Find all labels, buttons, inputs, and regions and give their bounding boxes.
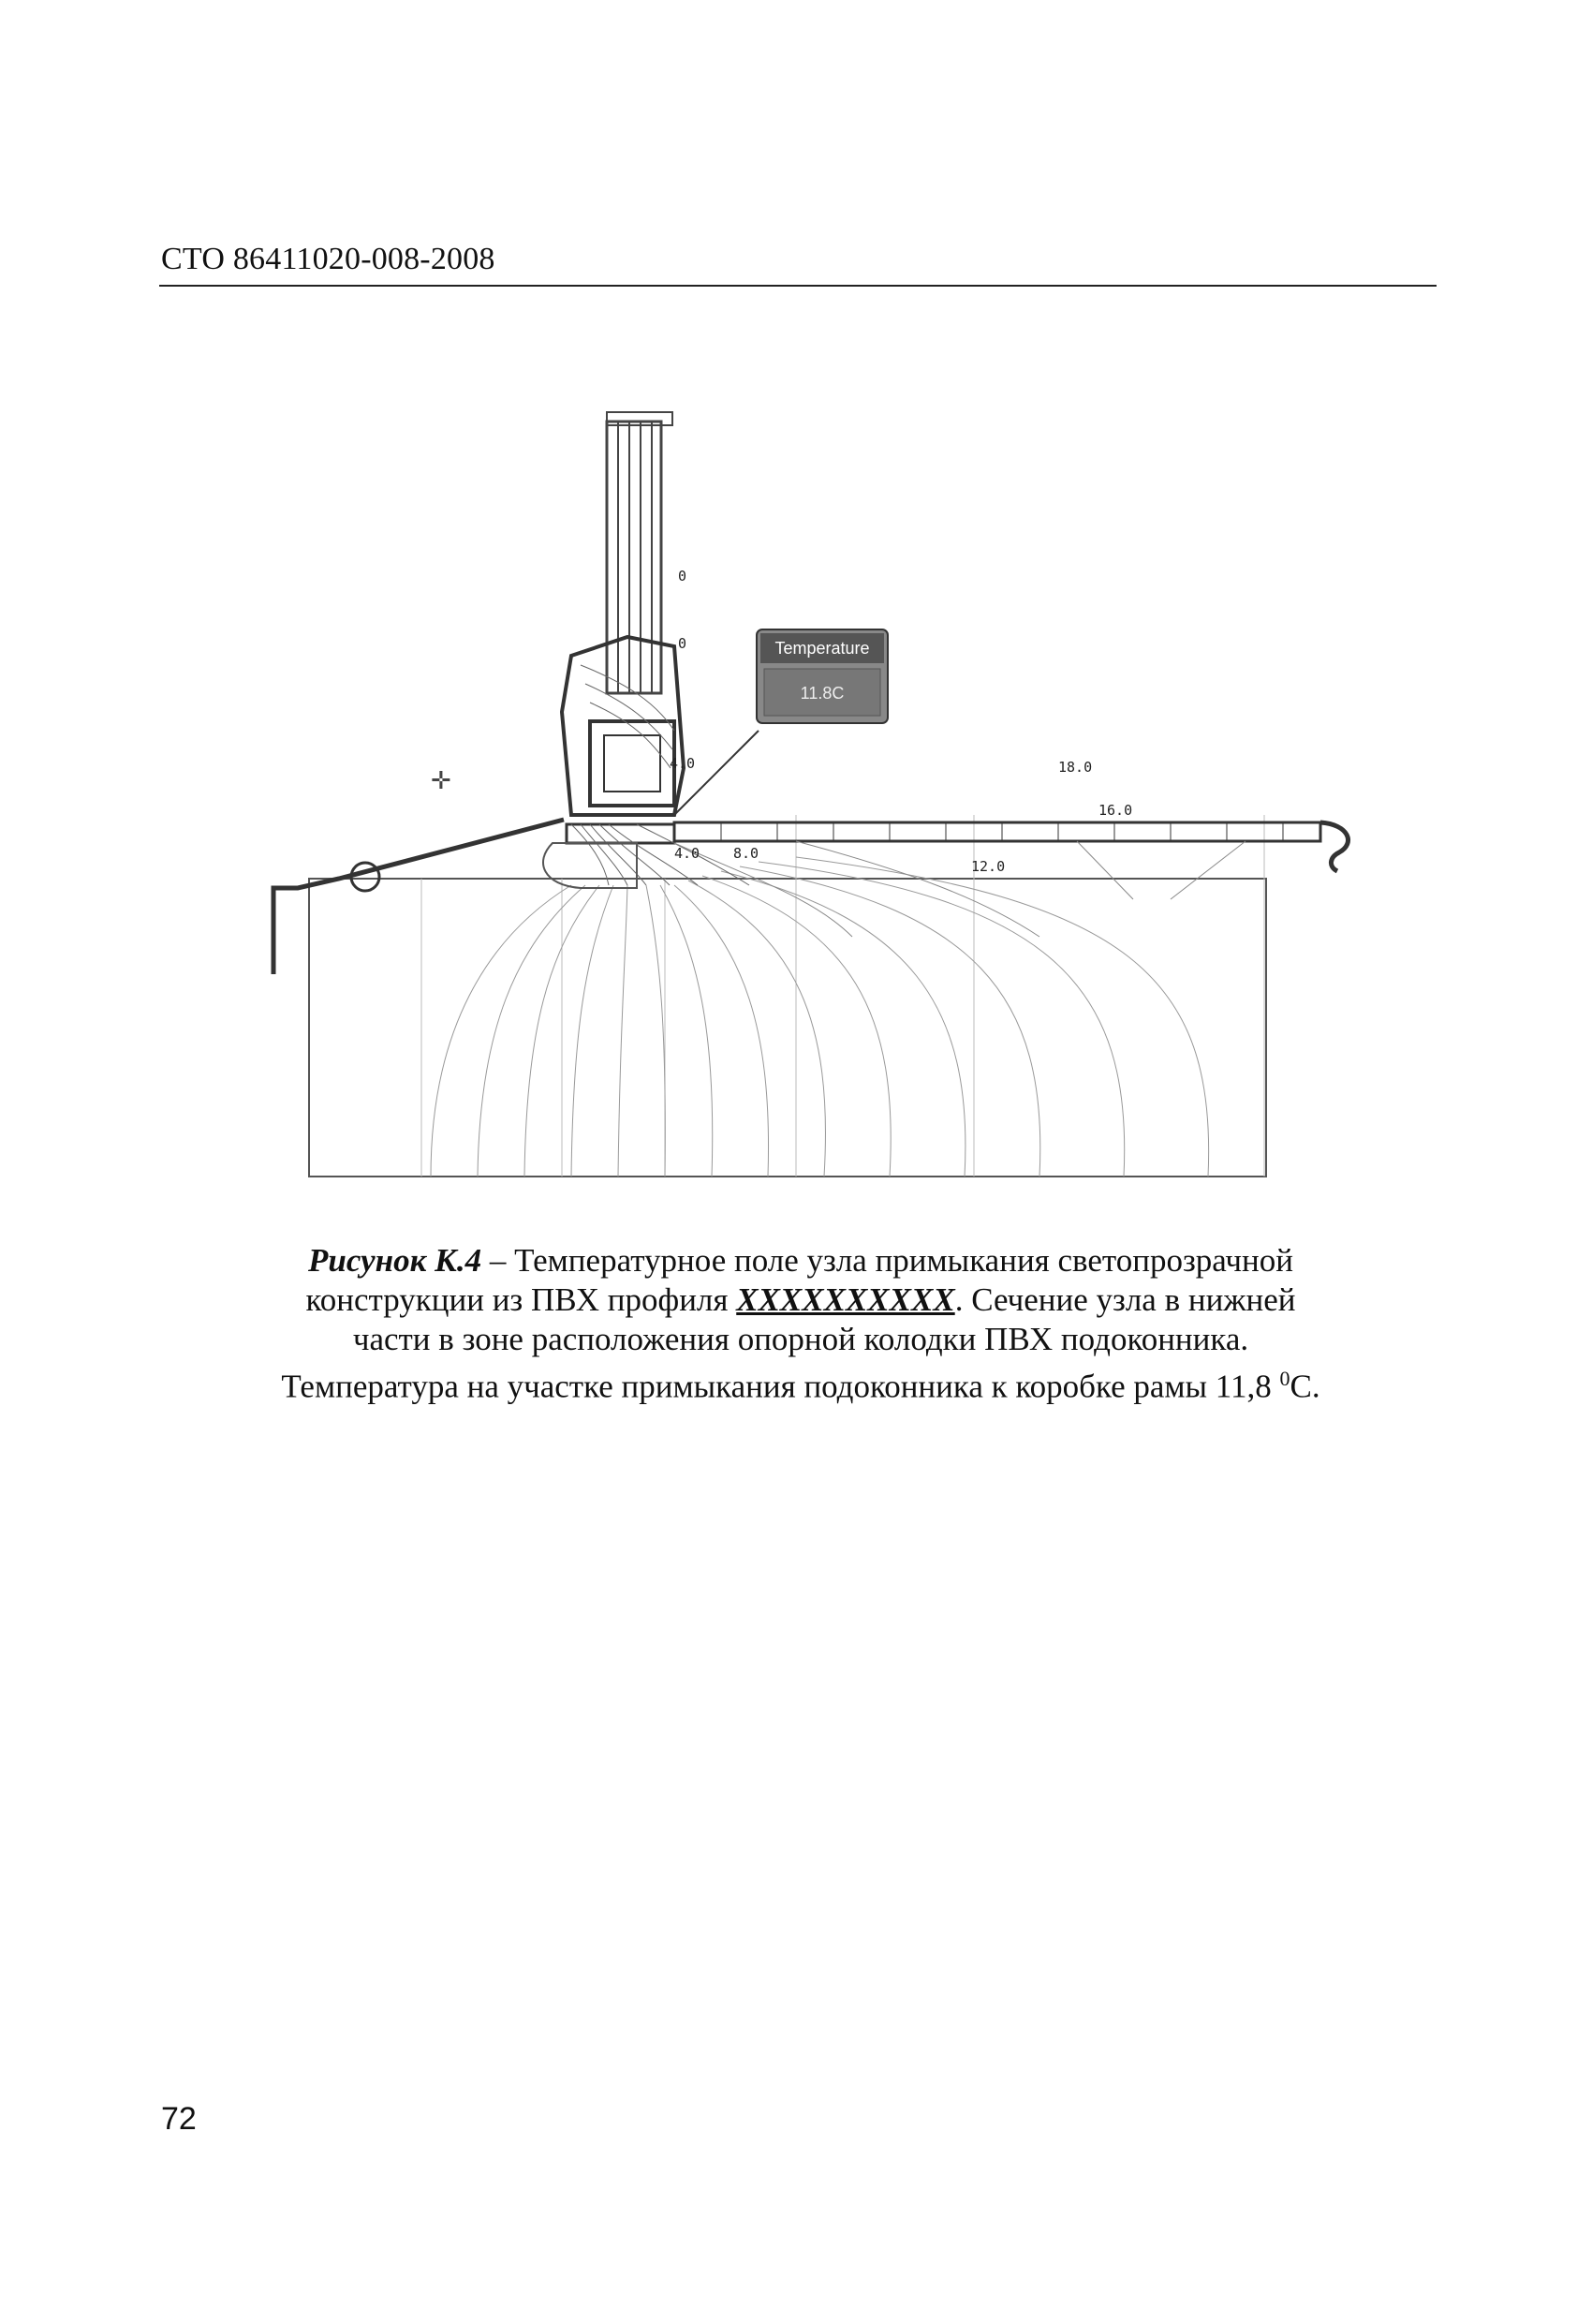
- caption-line2-post: . Сечение узла в нижней: [954, 1281, 1296, 1318]
- document-code-header: СТО 86411020-008-2008: [161, 242, 495, 276]
- isotherm-label: 12.0: [971, 858, 1006, 875]
- caption-line1-text: – Температурное поле узла примыкания светопрозрачной: [481, 1242, 1293, 1279]
- caption-line2-pre: конструкции из ПВХ профиля: [305, 1281, 737, 1318]
- tooltip-value: 11.8C: [800, 684, 845, 703]
- marker-circle: [351, 863, 379, 891]
- header-rule: [159, 285, 1437, 287]
- degree-superscript: 0: [1279, 1367, 1290, 1390]
- temperature-tooltip: [674, 629, 888, 815]
- caption-line4-post: С.: [1290, 1368, 1320, 1405]
- caption-line-1: [234, 1241, 1367, 1280]
- isotherm-label: 0: [678, 568, 687, 585]
- isotherm-arcs: [431, 857, 1209, 1177]
- figure-caption: [234, 1241, 1367, 1407]
- page-number: 72: [161, 2101, 197, 2137]
- isotherm-label: 18.0: [1058, 759, 1093, 776]
- caption-line4-pre: Температура на участке примыкания подоконника к коробке рамы 11,8: [281, 1368, 1280, 1405]
- sill-isotherms: [674, 841, 1246, 937]
- tooltip-title: Temperature: [774, 639, 870, 658]
- temperature-field-figure: [234, 375, 1414, 1199]
- wall-block: [309, 879, 1266, 1177]
- grid-lines: [421, 815, 1264, 1177]
- outer-flashing: [273, 820, 564, 974]
- caption-line-3: части в зоне расположения опорной колодки ПВХ подоконника.: [352, 1321, 1249, 1357]
- isotherm-label: 0: [678, 635, 687, 652]
- caption-line-2: [234, 1280, 1367, 1320]
- isotherm-label: 8.0: [733, 845, 759, 862]
- caption-line-4: [234, 1359, 1367, 1407]
- crosshair-icon: ✛: [431, 767, 451, 794]
- isotherm-label: 4.0: [674, 845, 700, 862]
- glazing-unit: [607, 412, 672, 693]
- profile-code: XXXXXXXXXX: [736, 1281, 955, 1318]
- isotherm-label: 16.0: [1098, 802, 1133, 819]
- caption-lead: Рисунок К.4: [307, 1242, 482, 1279]
- bottom-insulation: [543, 843, 637, 888]
- isotherm-label: 4.0: [670, 755, 696, 772]
